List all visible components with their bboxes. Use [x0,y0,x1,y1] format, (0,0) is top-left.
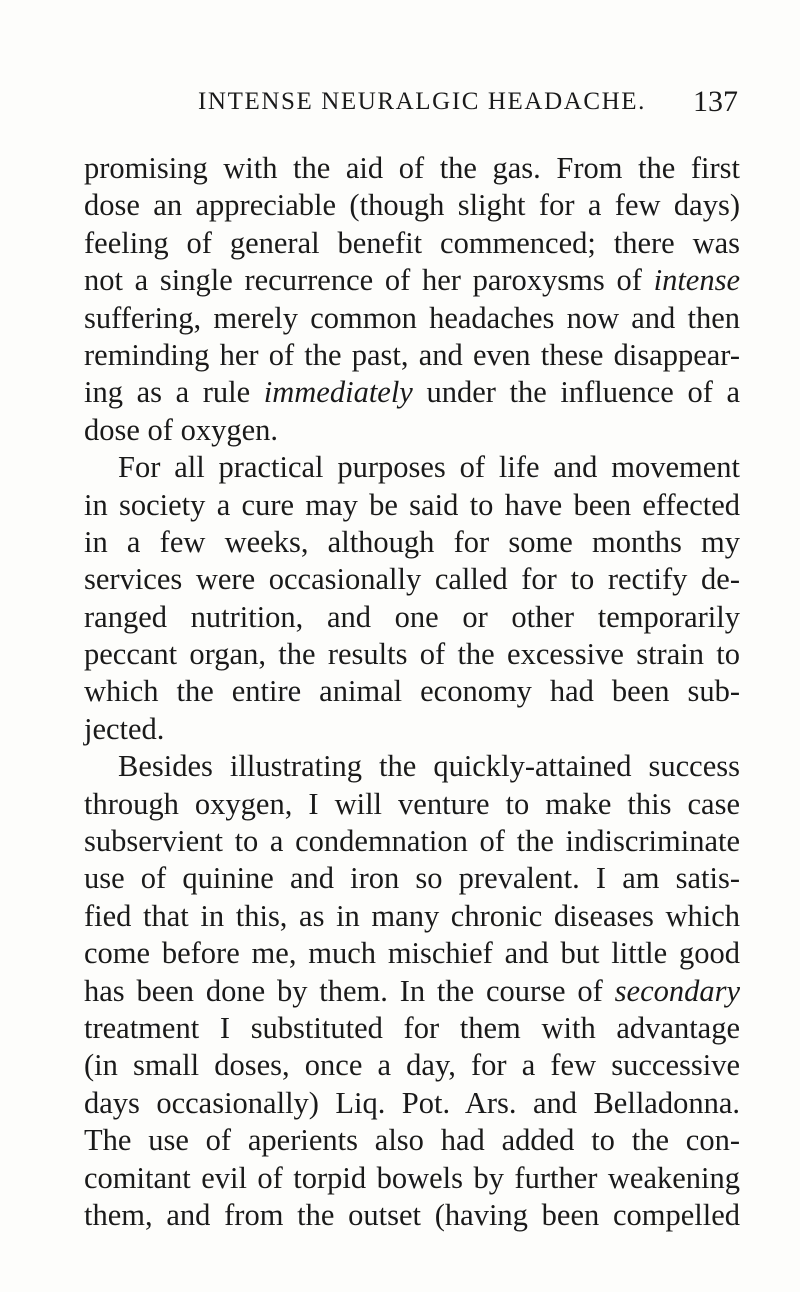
text-line: dose of oxygen. [84,412,278,447]
text-line: For all practical purposes of life and movement [118,450,740,485]
text-line: comitant evil of torpid bowels by further weakening [84,1160,740,1195]
text-line: dose an appreciable (though slight for a few days) [84,188,740,223]
text-line: feeling of general benefit commenced; there was [84,225,740,260]
text-segment: under the influence of a [426,375,740,410]
text-line: in society a cure may be said to have been effected [84,487,740,522]
text-line: subservient to a condemnation of the indiscriminate [84,824,740,859]
body-text [84,150,740,1234]
text-line [84,262,740,299]
text-line [84,374,740,411]
italic-word: secondary [614,973,741,1008]
text-line: The use of aperients also had added to the con- [84,1123,740,1158]
text-line: which the entire animal economy had been sub- [84,674,740,709]
text-line: days occasionally) Liq. Pot. Ars. and Belladonna. [84,1085,740,1120]
text-line: them, and from the outset (having been compelled [84,1197,740,1232]
page-number: 137 [693,85,738,118]
text-segment: has been done by them. In the course of [84,973,603,1008]
running-head [198,85,738,124]
text-line: peccant organ, the results of the excessive strain to [84,637,740,672]
text-line: ranged nutrition, and one or other temporarily [84,599,740,634]
text-line: Besides illustrating the quickly-attained success [118,749,740,784]
text-line: services were occasionally called for to rectify de- [84,562,740,597]
italic-word: immediately [263,375,413,410]
text-line: suffering, merely common headaches now and then [84,300,740,335]
text-line: (in small doses, once a day, for a few successive [84,1048,740,1083]
text-line: reminding her of the past, and even these disappear- [84,337,740,372]
text-line [84,973,740,1010]
text-segment: not a single recurrence of her paroxysms of [84,263,642,298]
text-line: promising with the aid of the gas. From the first [84,151,740,185]
text-line: use of quinine and iron so prevalent. I am satis- [84,861,740,896]
text-line: through oxygen, I will venture to make this case [84,786,740,821]
italic-word: intense [653,263,741,298]
text-line: come before me, much mischief and but little good [84,936,740,971]
text-line: in a few weeks, although for some months my [84,524,740,559]
text-line: treatment I substituted for them with advantage [84,1010,740,1045]
text-line: jected. [84,711,165,746]
text-segment: ing as a rule [84,375,251,410]
running-title: INTENSE NEURALGIC HEADACHE. [198,88,647,115]
text-line: fied that in this, as in many chronic diseases which [84,898,740,933]
